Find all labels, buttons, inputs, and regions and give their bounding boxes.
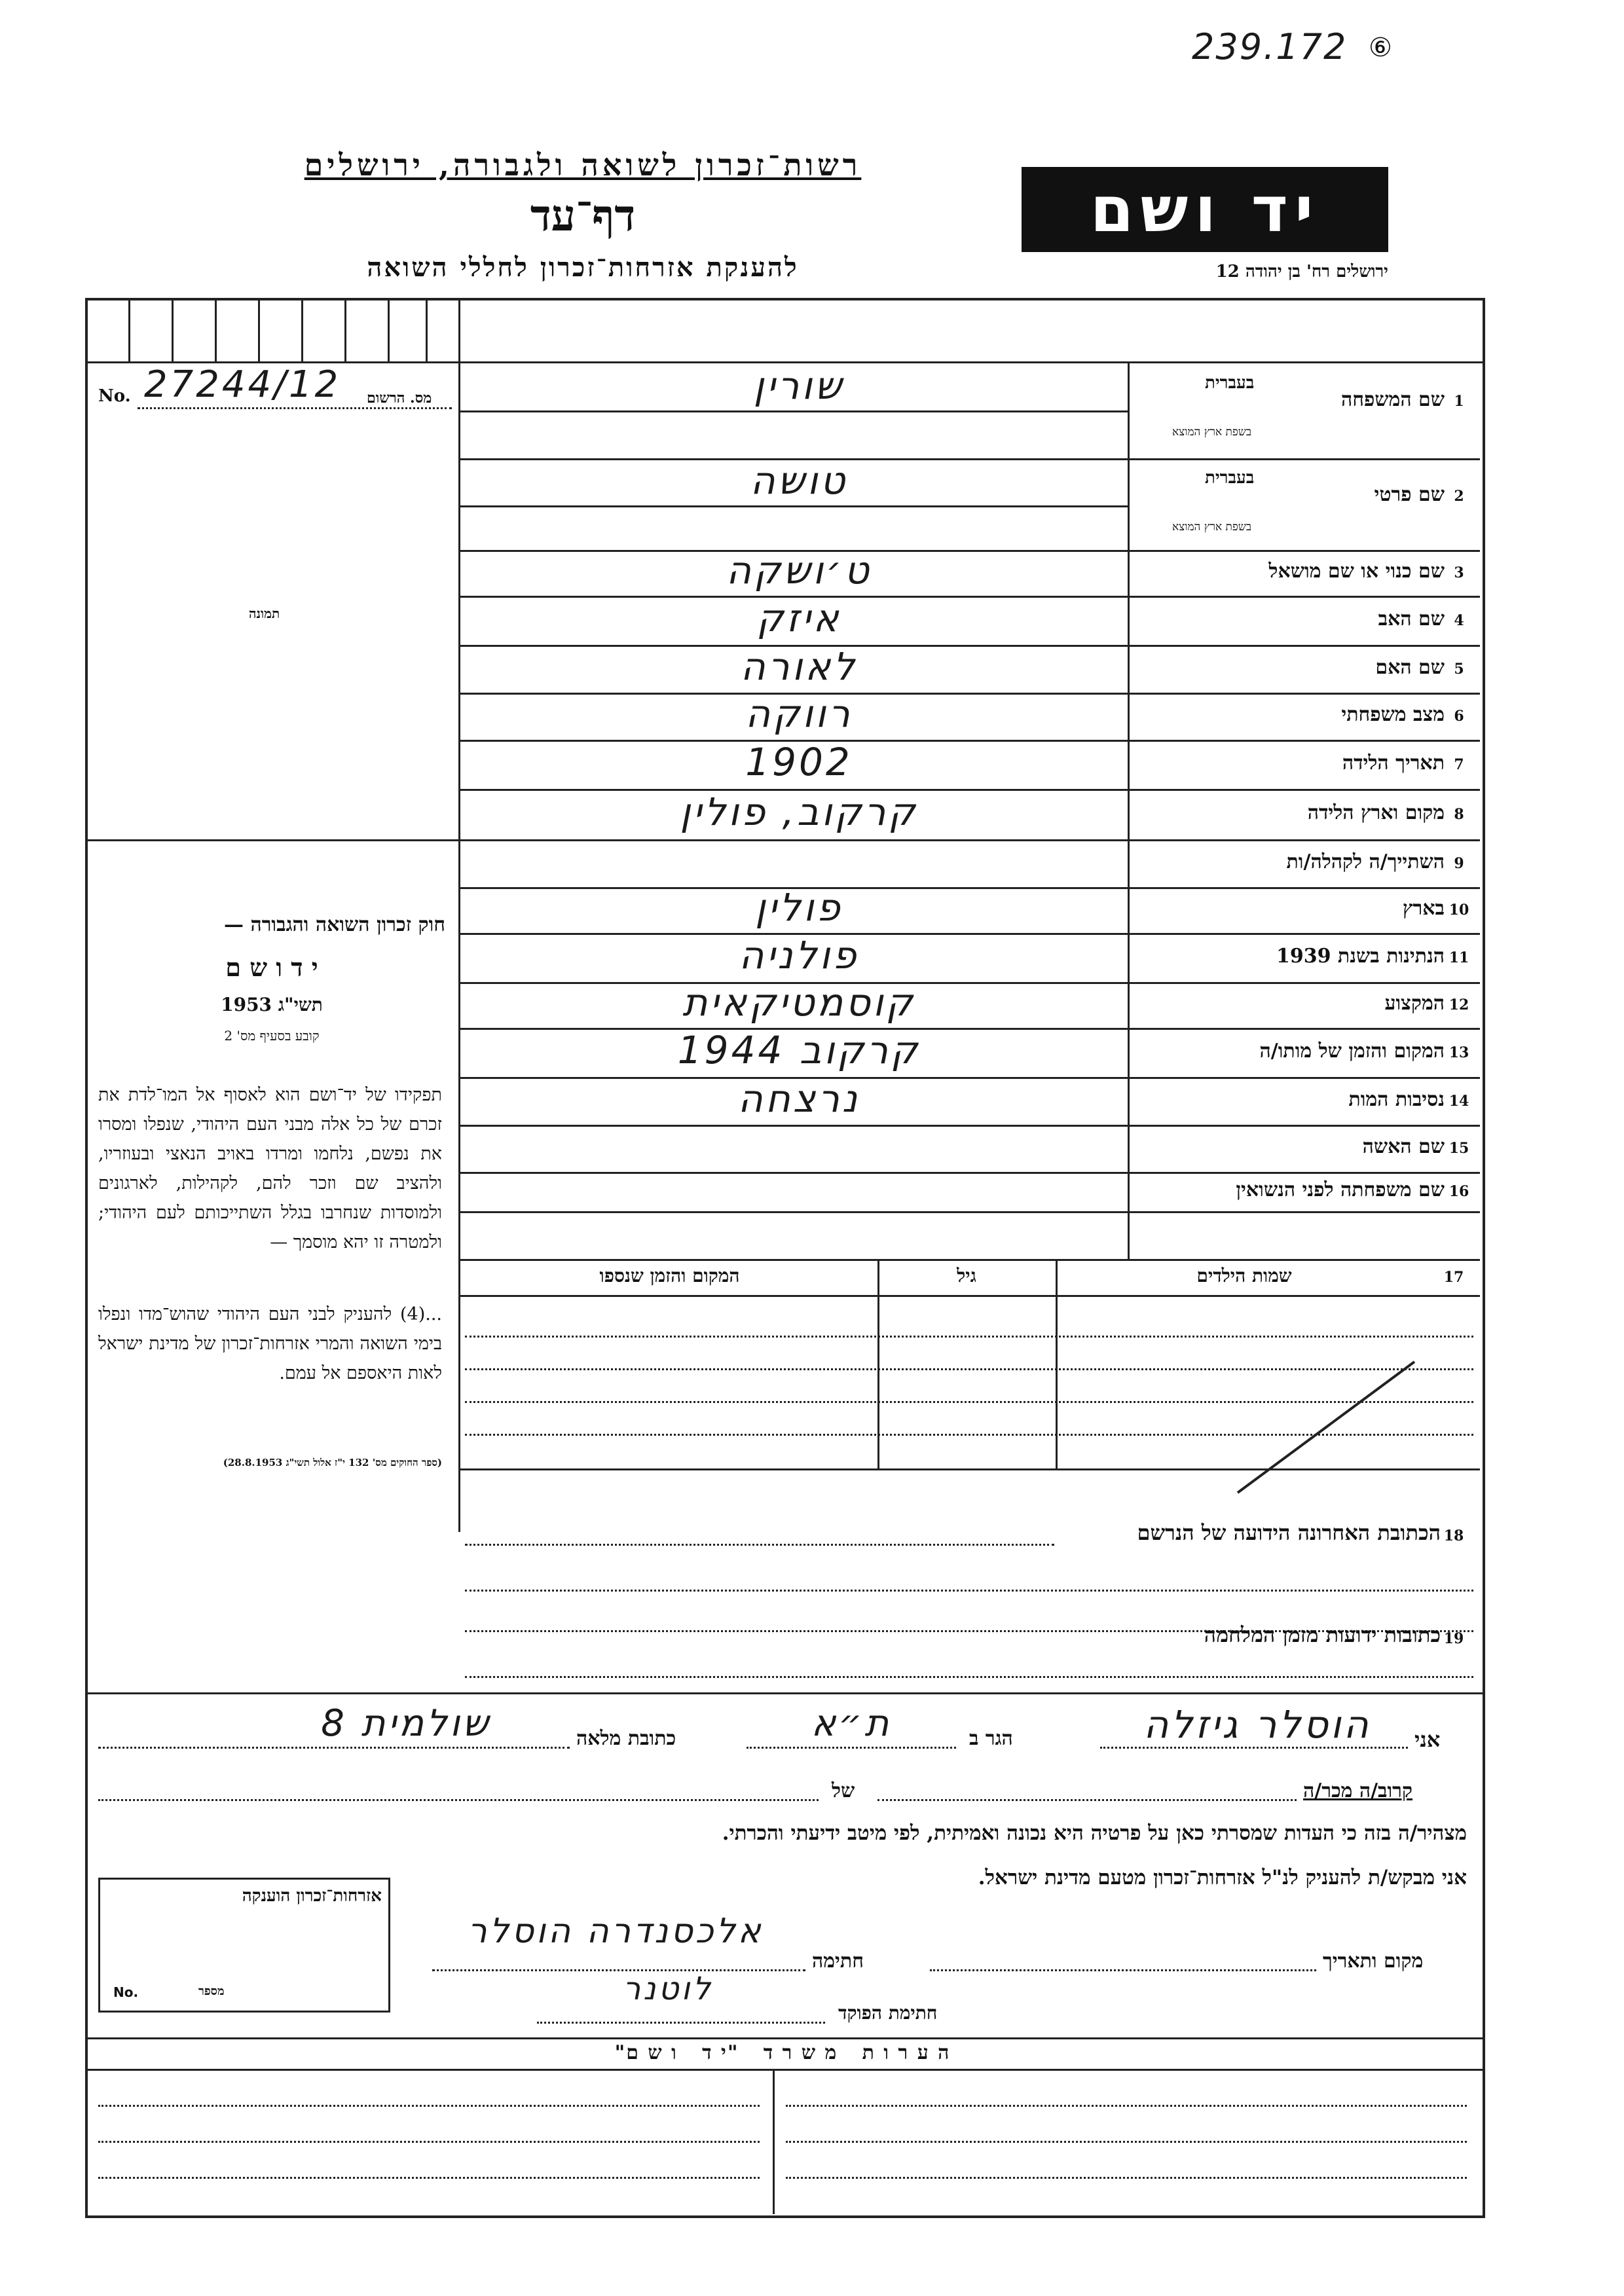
remarks-title: ה ע ר ו ת מ ש ר ד "י ד ו ש ם"	[614, 2041, 951, 2064]
field-4-label	[1133, 608, 1473, 630]
law-name: י ד ו ש ם	[225, 953, 318, 982]
declarant-signature: אלכסנדרה הוסלר	[468, 1912, 764, 1951]
field-8-label	[1133, 801, 1473, 824]
yad-vashem-address: ירושלים רח' בן יהודה 12	[1215, 262, 1388, 282]
declaration-relative-label: קרוב/ה מכר/ה	[1303, 1779, 1412, 1802]
archive-mark: ⑥	[1369, 33, 1392, 63]
field-19-number: 19	[1443, 1630, 1464, 1647]
field-14-label-text: נסיבות המות	[1348, 1087, 1445, 1111]
citizenship-stamp-box	[98, 1878, 390, 2013]
field-2-hebrew-label: בעברית	[1205, 468, 1255, 488]
field-15-label-text: שם האשה	[1362, 1135, 1445, 1158]
field-7-number: 7	[1454, 756, 1464, 773]
field-12-label	[1133, 992, 1473, 1015]
field-row-divider	[458, 1172, 1480, 1174]
officer-signature-label: חתימת הפוקד	[838, 2002, 938, 2024]
field-5-number: 5	[1454, 660, 1464, 678]
declarant-address: שולמית 8	[321, 1702, 491, 1745]
place-date-label: מקום ותאריך	[1323, 1950, 1424, 1973]
yad-vashem-logo	[1022, 167, 1388, 252]
children-number: 17	[1443, 1269, 1464, 1286]
field-7-label-text: תאריך הלידה	[1342, 751, 1445, 774]
field-8-label-text: מקום וארץ הלידה	[1307, 801, 1445, 824]
law-item-4: ...(4) להעניק לבני העם היהודי שהוש־מדו ונפלו בימי השואה והמרי אזרחות־זכרון של מדינת ישראל לאות היאספם אל עמם.	[98, 1304, 442, 1383]
field-7-label	[1133, 752, 1473, 774]
field-18-number: 18	[1443, 1527, 1464, 1544]
signature-label: חתימה	[812, 1950, 864, 1973]
field-5-label	[1133, 656, 1473, 679]
law-clause: קובע בסעיף מס' 2	[224, 1028, 320, 1044]
field-13-value: קרקוב 1944	[677, 1027, 921, 1072]
field-7-value: 1902	[745, 739, 853, 784]
declarant-city: ת״א	[811, 1702, 892, 1745]
field-10-label	[1133, 897, 1473, 920]
field-8-number: 8	[1454, 805, 1464, 823]
field-12-value: קוסמטיקאית	[682, 980, 915, 1025]
stamp-box-no-label: No.	[113, 1984, 139, 2000]
field-11-value: פולניה	[739, 932, 859, 977]
field-8-value: קרקוב, פולין	[680, 789, 918, 834]
children-cancel-stroke	[1231, 1349, 1428, 1506]
field-13-number: 13	[1449, 1044, 1469, 1061]
field-16-label-text: שם משפחתה לפני הנשואין	[1236, 1178, 1445, 1201]
field-row-divider	[458, 839, 1480, 841]
field-2-number: 2	[1454, 488, 1464, 505]
officer-signature: לוטנר	[623, 1971, 713, 2007]
field-3-label-text: שם כנוי או שם מושאל	[1268, 560, 1445, 583]
field-2-label-text: שם פרטי	[1374, 483, 1445, 506]
field-12-label-text: המקצוע	[1384, 992, 1445, 1015]
field-1-label	[1133, 388, 1473, 411]
declaration-statement: מצהיר/ה בזה כי העדות שמסרתי כאן על פרטיה היא נכונה ואמיתית, לפי מיטב ידיעתי והכרתי.	[722, 1821, 1467, 1845]
declarant-name: הוסלר גיזלה	[1143, 1702, 1371, 1747]
field-subrow-divider	[458, 505, 1128, 507]
field-1-origin-label: בשפת ארץ המוצא	[1172, 426, 1252, 439]
declaration-address-label: כתובת מלאה	[576, 1727, 676, 1750]
children-col-names: שמות הילדים	[1196, 1265, 1292, 1286]
form-subtitle: להענקת אזרחות־זכרון לחללי השואה	[367, 252, 799, 283]
field-4-label-text: שם האב	[1378, 607, 1445, 630]
field-2-value: טושה	[750, 458, 848, 503]
field-1-label-text: שם המשפחה	[1340, 388, 1445, 411]
field-14-number: 14	[1449, 1092, 1469, 1110]
field-14-label	[1133, 1088, 1473, 1111]
field-3-label	[1133, 560, 1473, 583]
law-citation: (ספר החוקים מס' 132 י"ז אלול תשי"ג 28.8.1953)	[223, 1457, 442, 1468]
registration-number: 27244/12	[144, 363, 341, 406]
photo-label: תמונה	[249, 606, 280, 621]
registration-no-label: No.	[98, 386, 131, 406]
field-5-value: לאורה	[740, 644, 858, 689]
field-15-number: 15	[1449, 1140, 1469, 1157]
field-1-value: שורין	[753, 363, 845, 408]
field-1-hebrew-label: בעברית	[1205, 373, 1255, 393]
field-4-value: איזק	[756, 595, 841, 640]
field-6-number: 6	[1454, 708, 1464, 725]
declaration-request: אני מבקש/ת להעניק לנ"ל אזרחות־זכרון מטעם מדינת ישראל.	[978, 1866, 1467, 1889]
field-16-number: 16	[1449, 1183, 1469, 1200]
field-6-label	[1133, 703, 1473, 726]
field-9-number: 9	[1454, 854, 1464, 872]
law-year: תשי"ג 1953	[221, 994, 323, 1015]
field-18-label: הכתובת האחרונה הידועה של הנרשם	[1137, 1520, 1441, 1545]
field-4-number: 4	[1454, 611, 1464, 629]
field-13-label	[1133, 1040, 1473, 1063]
field-10-value: פולין	[755, 885, 843, 930]
field-6-value: רווקה	[745, 691, 853, 736]
logo-text: יד ושם	[1090, 173, 1320, 246]
children-col-place: המקום והזמן שנספו	[599, 1265, 740, 1286]
stamp-box-number-label: מספר	[198, 1984, 225, 1998]
field-2-label	[1133, 483, 1473, 506]
field-subrow-divider	[458, 410, 1128, 412]
field-9-label	[1133, 850, 1473, 873]
declaration-of-label: של	[832, 1779, 855, 1802]
form-title: דף־עד	[530, 190, 636, 241]
law-body: תפקידו של יד־ושם הוא לאסוף אל המו־לדת את זכרם של כל אלה מבני העם היהודי, שנפלו ומסרו את נפשם, נלחמו ומרדו באויב הנאצי ובעוזריו, ולהציב שם וזכר להם, לקהילות, לארגונים ולמוסדות שנחרבו בגלל השתייכותם לעם היהודי; ולמטרה זו יהא מוסמך —	[98, 1085, 442, 1252]
field-row-divider	[458, 1125, 1480, 1127]
authority-title: רשות־זכרון לשואה ולגבורה, ירושלים	[304, 147, 862, 183]
field-1-number: 1	[1454, 393, 1464, 410]
field-6-label-text: מצב משפחתי	[1341, 703, 1445, 726]
field-16-label	[1133, 1178, 1473, 1201]
field-9-label-text: השתייך/ה לקהלה/ות	[1286, 850, 1445, 873]
field-3-number: 3	[1454, 564, 1464, 581]
field-10-label-text: בארץ	[1402, 897, 1445, 920]
field-5-label-text: שם האם	[1375, 655, 1445, 679]
field-11-number: 11	[1449, 949, 1469, 966]
registration-label: מס. הרשום	[367, 390, 432, 407]
field-3-value: ט׳ושקה	[726, 548, 872, 592]
field-row-divider	[458, 1211, 1480, 1213]
declaration-gar-b: הגר ב	[969, 1727, 1013, 1750]
field-11-label-text: הנתינות בשנת 1939	[1276, 944, 1445, 968]
children-col-age: גיל	[957, 1265, 976, 1286]
field-15-label	[1133, 1135, 1473, 1158]
field-2-origin-label: בשפת ארץ המוצא	[1172, 520, 1252, 534]
declaration-ani: אני	[1414, 1727, 1441, 1752]
field-14-value: נרצחה	[737, 1076, 860, 1121]
stamp-box-title: אזרחות־זכרון הוענקה	[242, 1886, 382, 1906]
field-13-label-text: המקום והזמן של מותו/ה	[1259, 1039, 1445, 1063]
field-19-label: כתובות ידועות מזמן המלחמה	[1204, 1622, 1441, 1647]
field-10-number: 10	[1449, 902, 1469, 919]
archive-number: 239.172	[1192, 26, 1348, 67]
field-11-label	[1133, 945, 1473, 968]
law-title: חוק זכרון השואה והגבורה —	[224, 913, 445, 936]
field-12-number: 12	[1449, 996, 1469, 1013]
